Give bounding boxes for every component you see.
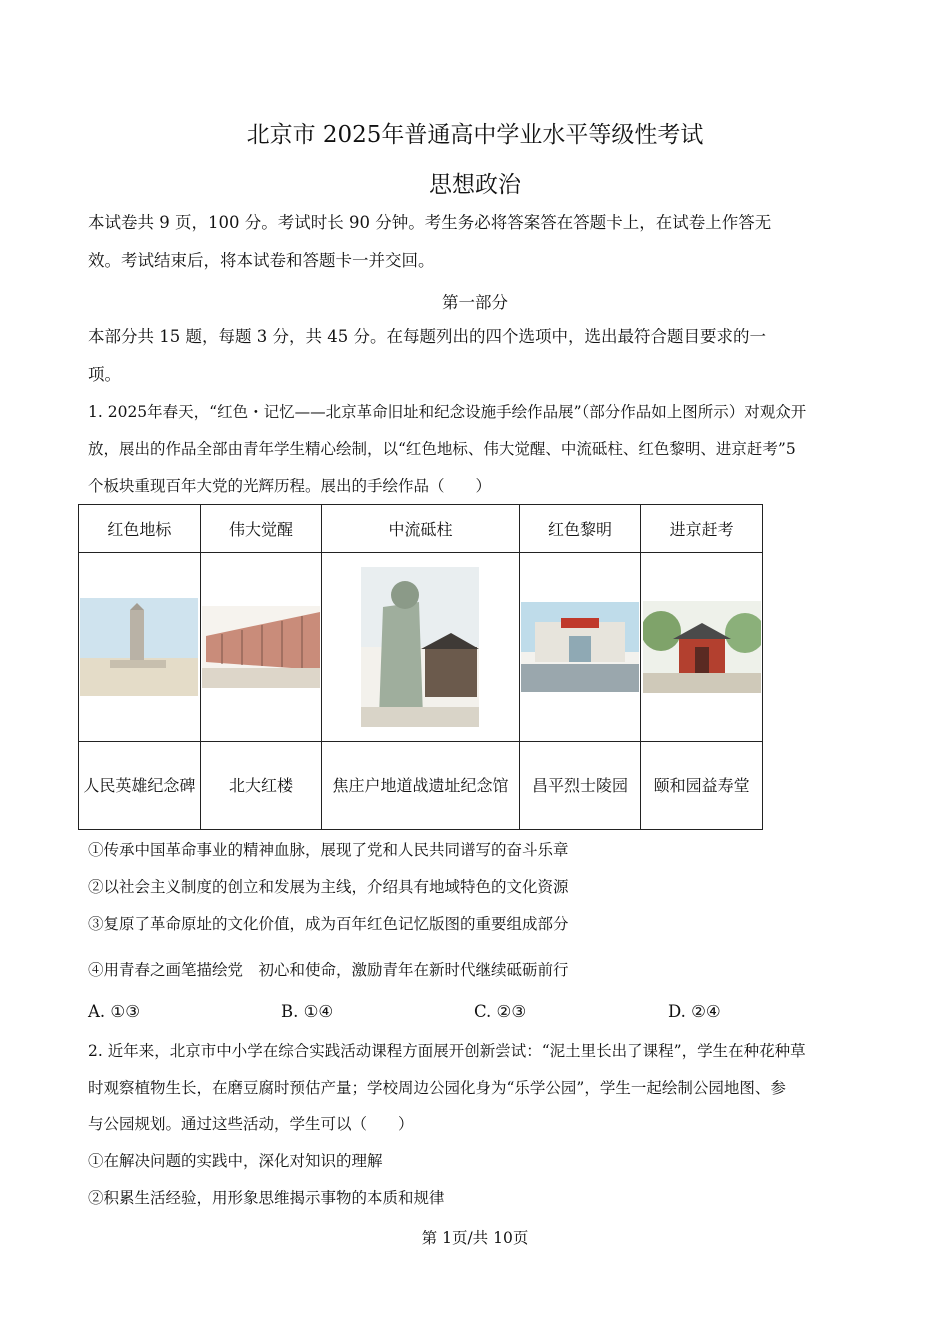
part-title: 第一部分 [442,293,508,312]
table-header: 红色地标 [79,505,201,553]
option-a[interactable]: A. ①③ [88,1002,140,1021]
q2-statement: ①在解决问题的实践中，深化对知识的理解 [88,1152,383,1170]
artwork-table [78,504,763,830]
table-caption: 昌平烈士陵园 [519,742,641,830]
instructions-line: 本试卷共 9 页，100 分。考试时长 90 分钟。考生务必将答案答在答题卡上，在试卷上作答无 [88,213,772,232]
table-caption: 颐和园益寿堂 [641,742,763,830]
summer-palace-drawing [643,601,761,693]
page-footer: 第 1页/共 10页 [421,1229,529,1247]
q1-stem: 个板块重现百年大党的光辉历程。展出的手绘作品（ ） [88,477,492,495]
q2-stem: 2. 近年来，北京市中小学在综合实践活动课程方面展开创新尝试：“泥土里长出了课程”，学生在种花种草 [88,1042,806,1060]
q1-stem: 放，展出的作品全部由青年学生精心绘制，以“红色地标、伟大觉醒、中流砥柱、红色黎明、进京赶考”5 [88,440,796,458]
q1-statement: ③复原了革命原址的文化价值，成为百年红色记忆版图的重要组成部分 [88,915,569,933]
q2-stem: 与公园规划。通过这些活动，学生可以（ ） [88,1115,414,1133]
table-header: 中流砥柱 [322,505,519,553]
q2-stem: 时观察植物生长，在磨豆腐时预估产量；学校周边公园化身为“乐学公园”，学生一起绘制公园地图、参 [88,1079,786,1097]
option-c[interactable]: C. ②③ [474,1002,527,1021]
table-caption: 焦庄户地道战遗址纪念馆 [322,742,519,830]
part-description: 本部分共 15 题，每题 3 分，共 45 分。在每题列出的四个选项中，选出最符合题目要求的一 [88,327,766,346]
table-header: 红色黎明 [519,505,641,553]
monument-drawing [80,598,198,696]
table-header: 伟大觉醒 [200,505,322,553]
memorial-drawing [361,567,479,727]
subject-title: 思想政治 [429,172,521,198]
option-d[interactable]: D. ②④ [668,1002,721,1021]
table-header: 进京赶考 [641,505,763,553]
table-caption: 北大红楼 [200,742,322,830]
part-description: 项。 [88,365,121,384]
q1-statement: ①传承中国革命事业的精神血脉，展现了党和人民共同谱写的奋斗乐章 [88,841,569,859]
q1-statement: ④用青春之画笔描绘党 初心和使命，激励青年在新时代继续砥砺前行 [88,961,569,979]
q2-statement: ②积累生活经验，用形象思维揭示事物的本质和规律 [88,1189,445,1207]
q1-statement: ②以社会主义制度的创立和发展为主线，介绍具有地域特色的文化资源 [88,878,569,896]
exam-title: 北京市 2025年普通高中学业水平等级性考试 [246,122,704,148]
table-caption: 人民英雄纪念碑 [79,742,201,830]
instructions-line: 效。考试结束后，将本试卷和答题卡一并交回。 [88,251,435,270]
cemetery-gate-drawing [521,602,639,692]
option-b[interactable]: B. ①④ [281,1002,334,1021]
q1-stem: 1. 2025年春天，“红色・记忆——北京革命旧址和纪念设施手绘作品展”（部分作品如上图所示）对观众开 [88,403,807,421]
red-building-drawing [202,606,320,688]
